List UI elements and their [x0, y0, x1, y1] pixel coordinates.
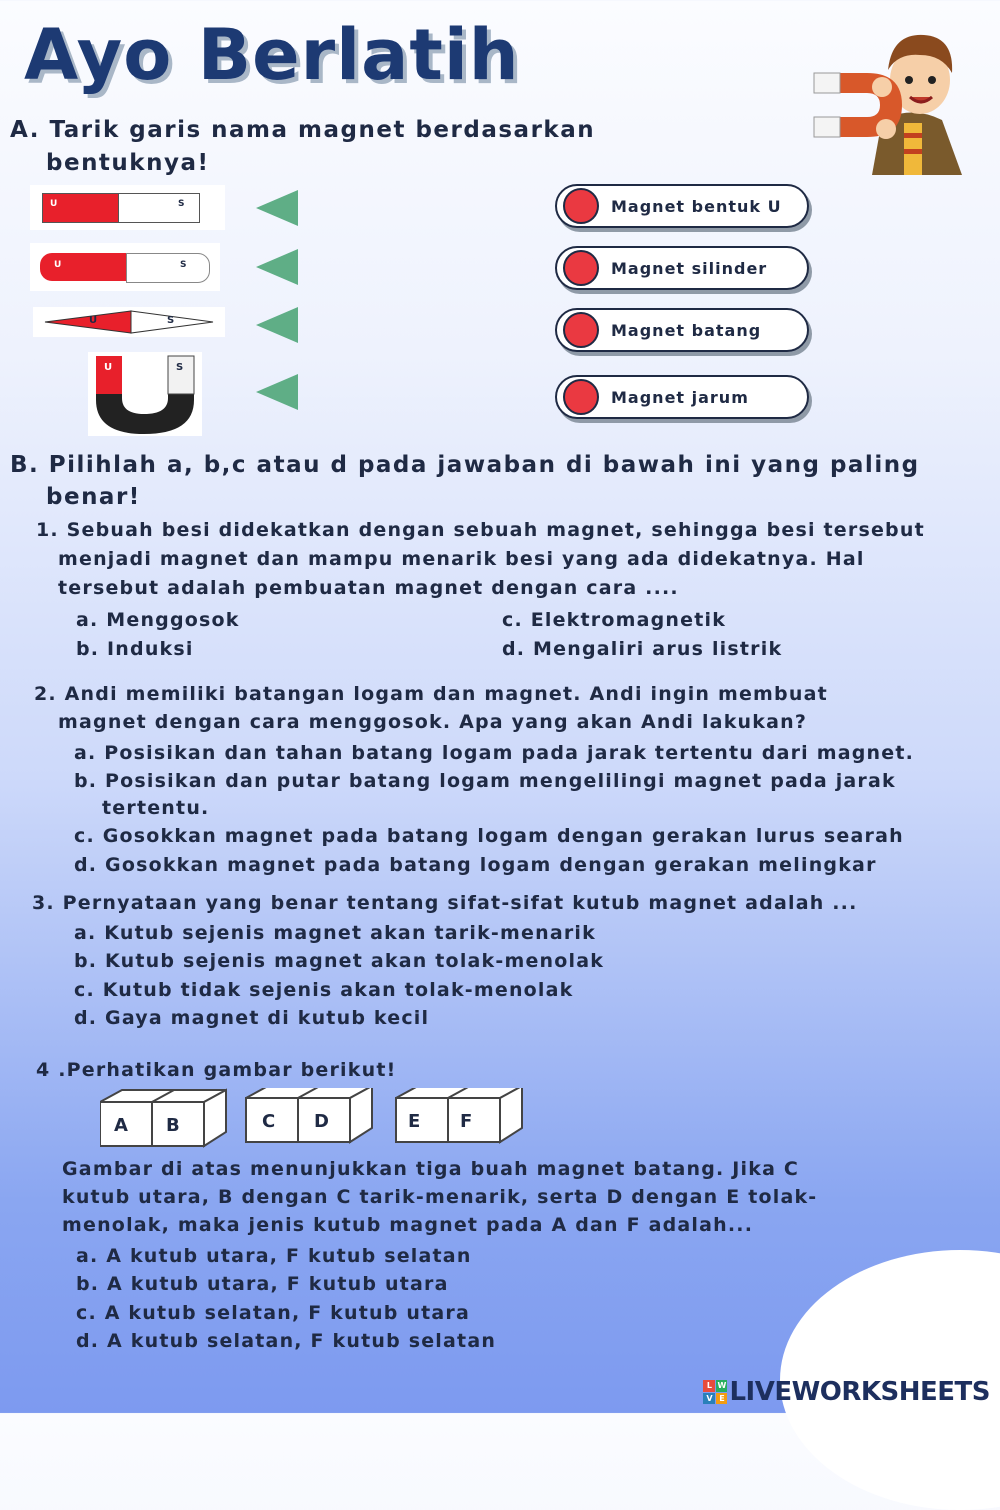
block-label-b: B: [166, 1115, 180, 1136]
logo-letter: L: [703, 1380, 715, 1392]
match-dot[interactable]: [563, 250, 599, 286]
q3-option-c[interactable]: c. Kutub tidak sejenis akan tolak-menolak: [74, 979, 574, 1001]
q2-option-b[interactable]: b. Posisikan dan putar batang logam mengelilingi magnet pada jarak: [74, 770, 896, 792]
u-magnet-image: [88, 352, 202, 436]
q1-option-d[interactable]: d. Mengaliri arus listrik: [502, 638, 783, 660]
pole-s-label: S: [180, 260, 187, 270]
block-label-f: F: [460, 1111, 473, 1132]
q2-option-d[interactable]: d. Gosokkan magnet pada batang logam dengan gerakan melingkar: [74, 854, 877, 876]
match-dot[interactable]: [563, 379, 599, 415]
pole-n-label: U: [104, 362, 113, 373]
connector-arrow-3[interactable]: [256, 307, 298, 343]
bar-magnet-image: [30, 185, 225, 230]
option-label: Magnet batang: [611, 320, 762, 340]
block-label-c: C: [262, 1111, 276, 1132]
pole-n-label: U: [89, 315, 98, 326]
pole-n-label: U: [54, 260, 62, 270]
q1-option-a[interactable]: a. Menggosok: [76, 609, 240, 631]
pole-n-label: U: [50, 199, 58, 209]
needle-magnet-image: [33, 307, 225, 337]
option-magnet-jarum[interactable]: [555, 375, 809, 419]
q4-text-line1: Gambar di atas menunjukkan tiga buah magnet batang. Jika C: [62, 1158, 800, 1180]
q1-stem-line3: tersebut adalah pembuatan magnet dengan cara ....: [58, 577, 679, 599]
section-a-heading: A. Tarik garis nama magnet berdasarkan: [10, 117, 596, 143]
match-dot[interactable]: [563, 188, 599, 224]
q3-option-a[interactable]: a. Kutub sejenis magnet akan tarik-menarik: [74, 922, 596, 944]
option-label: Magnet jarum: [611, 387, 749, 407]
q1-stem-line1: 1. Sebuah besi didekatkan dengan sebuah magnet, sehingga besi tersebut: [36, 519, 925, 541]
block-label-a: A: [114, 1115, 128, 1136]
q4-text-line3: menolak, maka jenis kutub magnet pada A dan F adalah...: [62, 1214, 754, 1236]
connector-arrow-4[interactable]: [256, 374, 298, 410]
needle-magnet-shape: [33, 307, 225, 337]
cylinder-magnet-image: [30, 243, 220, 291]
liveworksheets-icon: [703, 1380, 727, 1404]
brand-name: LIVEWORKSHEETS: [729, 1377, 990, 1407]
liveworksheets-logo: [703, 1377, 990, 1407]
section-b-heading-cont: benar!: [46, 484, 141, 510]
pole-s-label: S: [167, 315, 175, 326]
q2-option-c[interactable]: c. Gosokkan magnet pada batang logam dengan gerakan lurus searah: [74, 825, 904, 847]
q2-option-a[interactable]: a. Posisikan dan tahan batang logam pada jarak tertentu dari magnet.: [74, 742, 915, 764]
q4-option-c[interactable]: c. A kutub selatan, F kutub utara: [76, 1302, 470, 1324]
q3-stem: 3. Pernyataan yang benar tentang sifat-sifat kutub magnet adalah ...: [32, 892, 858, 914]
block-label-e: E: [408, 1111, 421, 1132]
q1-option-c[interactable]: c. Elektromagnetik: [502, 609, 727, 631]
q3-option-d[interactable]: d. Gaya magnet di kutub kecil: [74, 1007, 430, 1029]
logo-letter: V: [703, 1393, 715, 1405]
pole-s-label: S: [178, 199, 185, 209]
q4-stem: 4 .Perhatikan gambar berikut!: [36, 1059, 397, 1081]
option-label: Magnet bentuk U: [611, 196, 782, 216]
q4-option-b[interactable]: b. A kutub utara, F kutub utara: [76, 1273, 449, 1295]
q1-stem-line2: menjadi magnet dan mampu menarik besi yang ada didekatnya. Hal: [58, 548, 865, 570]
q3-option-b[interactable]: b. Kutub sejenis magnet akan tolak-menolak: [74, 950, 605, 972]
match-dot[interactable]: [563, 312, 599, 348]
boy-holding-magnet-illustration: [812, 25, 992, 175]
q4-text-line2: kutub utara, B dengan C tarik-menarik, serta D dengan E tolak-: [62, 1186, 818, 1208]
option-label: Magnet silinder: [611, 258, 768, 278]
logo-letter: W: [717, 1381, 726, 1390]
option-magnet-batang[interactable]: [555, 308, 809, 352]
logo-letter: E: [716, 1393, 728, 1405]
q4-option-a[interactable]: a. A kutub utara, F kutub selatan: [76, 1245, 472, 1267]
q2-stem-line2: magnet dengan cara menggosok. Apa yang akan Andi lakukan?: [58, 711, 808, 733]
q1-option-b[interactable]: b. Induksi: [76, 638, 194, 660]
connector-arrow-1[interactable]: [256, 190, 298, 226]
q2-option-b-cont[interactable]: tertentu.: [102, 797, 210, 819]
page-title: Ayo Berlatih: [24, 14, 520, 96]
connector-arrow-2[interactable]: [256, 249, 298, 285]
section-a-heading-cont: bentuknya!: [46, 150, 210, 176]
section-b-heading: B. Pilihlah a, b,c atau d pada jawaban di bawah ini yang paling: [10, 452, 920, 478]
pole-s-label: S: [176, 362, 184, 373]
option-magnet-bentuk-u[interactable]: [555, 184, 809, 228]
q2-stem-line1: 2. Andi memiliki batangan logam dan magnet. Andi ingin membuat: [34, 683, 828, 705]
q4-option-d[interactable]: d. A kutub selatan, F kutub selatan: [76, 1330, 497, 1352]
option-magnet-silinder[interactable]: [555, 246, 809, 290]
block-label-d: D: [314, 1111, 329, 1132]
